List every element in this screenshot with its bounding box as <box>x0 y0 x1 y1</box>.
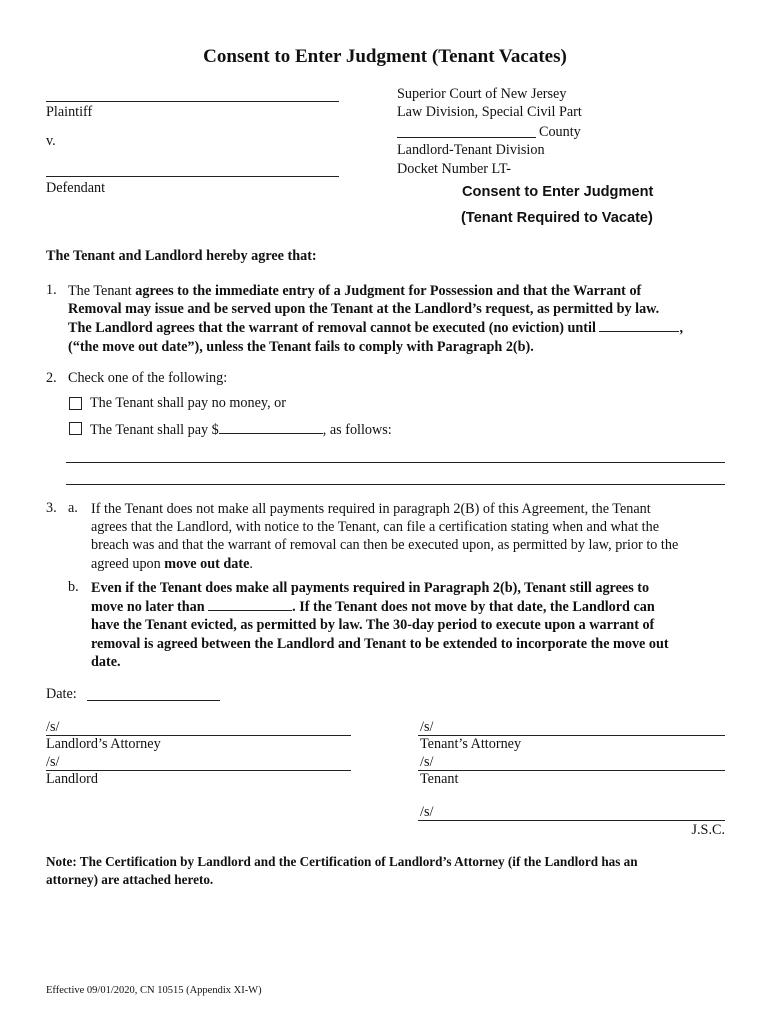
para3a-line4: agreed upon <box>91 555 165 572</box>
pay-amount-option <box>90 420 392 439</box>
defendant-label: Defendant <box>46 180 106 196</box>
versus-label: v. <box>46 133 56 149</box>
docket-number-label: Docket Number LT- <box>397 161 512 177</box>
landlord-signature: /s/ <box>46 754 60 770</box>
tenant-attorney-label: Tenant’s Attorney <box>420 736 522 752</box>
judge-label: J.S.C. <box>691 822 725 838</box>
judge-signature-line[interactable] <box>418 820 725 821</box>
payment-terms-line-2[interactable] <box>66 484 725 485</box>
para1-line2: Removal may issue and be served upon the Tenant at the Landlord’s request, as permitted by law. <box>68 301 660 318</box>
no-money-checkbox[interactable] <box>69 397 82 410</box>
plaintiff-name-line[interactable] <box>46 101 339 102</box>
move-out-date-term: move out date <box>164 555 250 572</box>
pay-amount-checkbox[interactable] <box>69 422 82 435</box>
note-line1: Note: The Certification by Landlord and the Certification of Landlord’s Attorney (if the Landlord has an <box>46 854 638 869</box>
plaintiff-label: Plaintiff <box>46 104 93 120</box>
para3a-line1: If the Tenant does not make all payments required in paragraph 2(B) of this Agreement, the Tenant <box>91 501 651 517</box>
court-subdivision: Landlord-Tenant Division <box>397 142 545 158</box>
pay-amount-label: The Tenant shall pay $ <box>90 422 219 438</box>
landlord-label: Landlord <box>46 771 99 787</box>
certification-note <box>46 853 726 889</box>
para1-line3: The Landlord agrees that the warrant of removal cannot be executed (no eviction) until <box>68 320 596 337</box>
county-label: County <box>539 124 581 140</box>
defendant-name-line[interactable] <box>46 176 339 177</box>
caption-heading-2: (Tenant Required to Vacate) <box>461 210 653 226</box>
judge-signature: /s/ <box>420 804 434 820</box>
para3b-line2-start: move no later than <box>91 599 205 616</box>
tenant-attorney-signature: /s/ <box>420 719 434 735</box>
para2-number: 2. <box>46 370 57 386</box>
date-label: Date: <box>46 686 77 702</box>
no-money-option-label: The Tenant shall pay no money, or <box>90 395 287 411</box>
para2-intro: Check one of the following: <box>68 370 228 386</box>
para1-body <box>68 282 738 356</box>
tenant-signature: /s/ <box>420 754 434 770</box>
para1-number: 1. <box>46 282 57 298</box>
para3a-body <box>91 500 731 573</box>
move-no-later-than-blank[interactable] <box>208 597 292 611</box>
para3b-label: b. <box>68 579 79 595</box>
form-footer: Effective 09/01/2020, CN 10515 (Appendix XI-W) <box>46 985 262 996</box>
tenant-label: Tenant <box>420 771 459 787</box>
para3-number: 3. <box>46 500 57 516</box>
tenant-signature-line[interactable] <box>418 770 725 771</box>
para3b-line5: date. <box>91 653 121 670</box>
court-name: Superior Court of New Jersey <box>397 86 567 102</box>
para3a-line2: agrees that the Landlord, with notice to the Tenant, can file a certification stating when and what the <box>91 519 660 536</box>
para3a-line3: breach was and that the warrant of removal can then be executed upon, as permitted by law, prior to the <box>91 537 679 554</box>
para3b-line4: removal is agreed between the Landlord and Tenant to be extended to incorporate the move out <box>91 635 669 652</box>
court-division: Law Division, Special Civil Part <box>397 104 582 120</box>
para1-line4: (“the move out date”), unless the Tenant fails to comply with Paragraph 2(b). <box>68 338 534 355</box>
para1-start: The Tenant <box>68 283 136 299</box>
para3b-line1: Even if the Tenant does make all payments required in Paragraph 2(b), Tenant still agrees to <box>91 580 650 596</box>
para1-line3-tail: , <box>679 320 684 337</box>
page-title: Consent to Enter Judgment (Tenant Vacates) <box>203 46 567 67</box>
pay-amount-blank[interactable] <box>219 420 323 434</box>
para3b-line2-end: . If the Tenant does not move by that date, the Landlord can <box>292 599 655 616</box>
landlord-attorney-label: Landlord’s Attorney <box>46 736 161 752</box>
para3a-label: a. <box>68 500 78 516</box>
note-line2: attorney) are attached hereto. <box>46 872 214 888</box>
para3a-line4-end: . <box>249 555 253 572</box>
move-out-date-blank[interactable] <box>599 318 679 332</box>
landlord-attorney-signature: /s/ <box>46 719 60 735</box>
date-line[interactable] <box>87 700 220 701</box>
county-line[interactable] <box>397 137 536 138</box>
para1-line1: agrees to the immediate entry of a Judgment for Possession and that the Warrant of <box>135 283 642 299</box>
pay-amount-suffix: , as follows: <box>322 422 392 438</box>
para3b-line3: have the Tenant evicted, as permitted by law. The 30-day period to execute upon a warrant of <box>91 617 655 634</box>
para3b-body <box>91 579 731 671</box>
agreement-heading: The Tenant and Landlord hereby agree that: <box>46 248 317 264</box>
caption-heading-1: Consent to Enter Judgment <box>462 184 654 200</box>
payment-terms-line-1[interactable] <box>66 462 725 463</box>
